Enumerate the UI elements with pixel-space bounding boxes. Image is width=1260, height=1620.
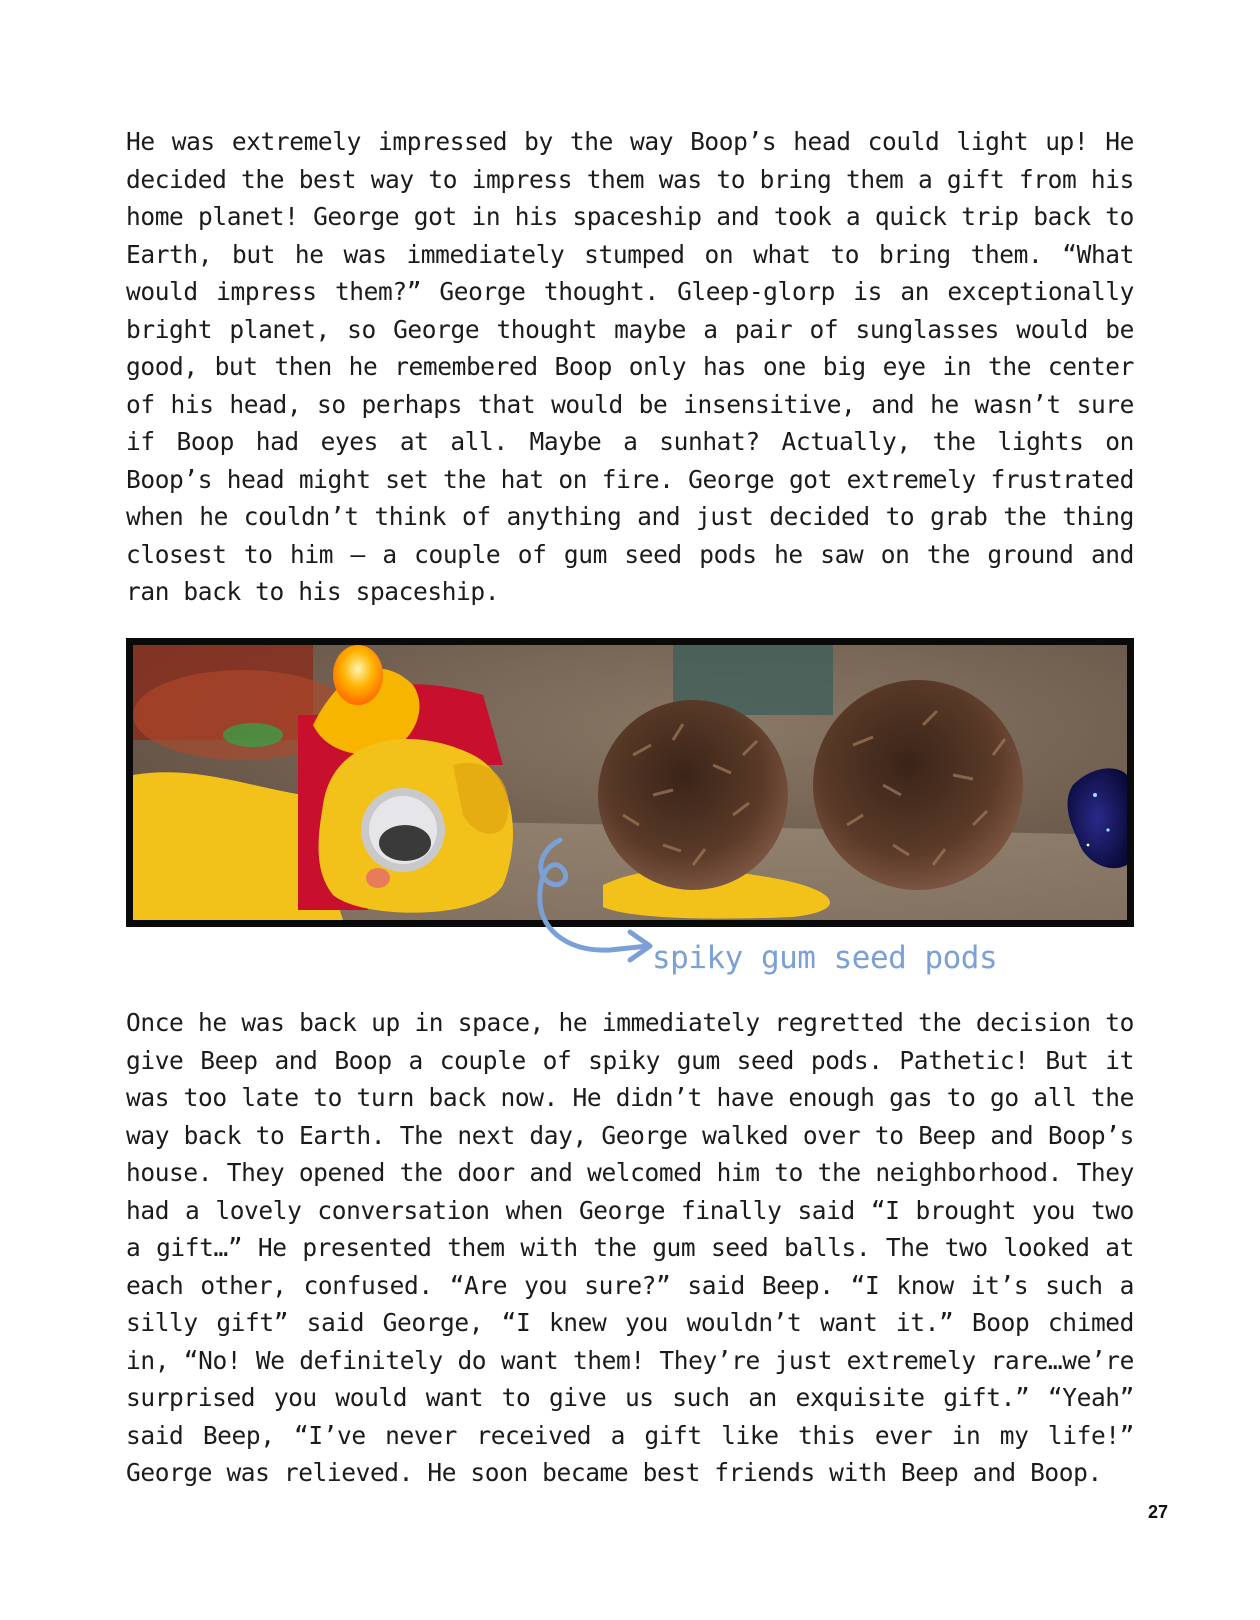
story-paragraph-2: Once he was back up in space, he immediately regretted the decision to give Beep and Boop a couple of spiky gum seed pods. Pathetic! But it was too late to turn back now. He didn’t have enough gas to go all the way back to Earth. The next day, George walked over to Beep and Boop’s house. They opened the door and welcomed him to the neighborhood. They had a lovely conversation when George finally said “I brought you two a gift…” He presented them with the gum seed balls. The two looked at each other, confused. “Are you sure?” said Beep. “I know it’s such a silly gift” said George, “I knew you wouldn’t want it.” Boop chimed in, “No! We definitely do want them! They’re just extremely rare…we’re surprised you would want to give us such an exquisite gift.” “Yeah” said Beep, “I’ve never received a gift like this ever in my life!” George was relieved. He soon became best friends with Beep and Boop.	[126, 1008, 1134, 1487]
photo-caption: spiky gum seed pods	[652, 940, 998, 976]
story-paragraph-1: He was extremely impressed by the way Boop’s head could light up! He decided the best way to impress them was to bring them a gift from his home planet! George got in his spaceship and took a quick trip back to Earth, but he was immediately stumped on what to bring them. “What would impress them?” George thought. Gleep-glorp is an exceptionally bright planet, so George thought maybe a pair of sunglasses would be good, but then he remembered Boop only has one big eye in the center of his head, so perhaps that would be insensitive, and he wasn’t sure if Boop had eyes at all. Maybe a sunhat? Actually, the lights on Boop’s head might set the hat on fire. George got extremely frustrated when he couldn’t think of anything and just decided to grab the thing closest to him – a couple of gum seed pods he saw on the ground and ran back to his spaceship.	[126, 127, 1134, 606]
page-number: 27	[1147, 1502, 1168, 1522]
curly-arrow-icon	[530, 832, 660, 977]
